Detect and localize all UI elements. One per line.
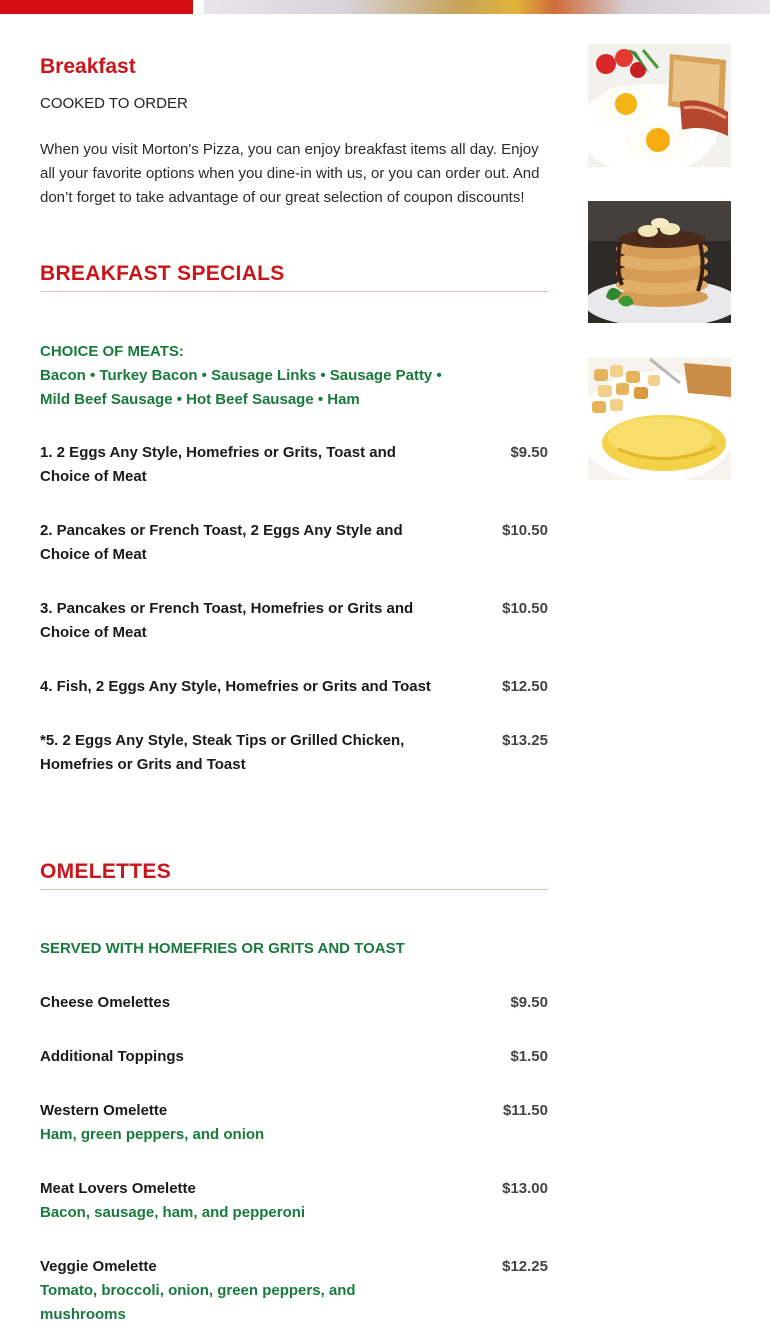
menu-item <box>40 597 548 645</box>
menu-item-description: Tomato, broccoli, onion, green peppers, and mushrooms <box>40 1282 356 1323</box>
eggs-bacon-toast-photo <box>588 44 731 167</box>
meats-note <box>40 340 460 412</box>
omelettes-heading <box>40 860 548 890</box>
top-banner-food-photo <box>204 0 770 14</box>
breakfast-specials-heading <box>40 262 548 292</box>
menu-item-name: Meat Lovers Omelette <box>40 1180 196 1197</box>
menu-item <box>40 1177 548 1225</box>
menu-item-price: $13.25 <box>502 732 548 749</box>
pancake-stack-photo <box>588 201 731 324</box>
menu-item <box>40 991 548 1015</box>
menu-item <box>40 729 548 777</box>
menu-item <box>40 1099 548 1147</box>
menu-item-price: $9.50 <box>510 994 548 1011</box>
menu-item-name: *5. 2 Eggs Any Style, Steak Tips or Grilled Chicken, Homefries or Grits and Toast <box>40 732 405 773</box>
top-banner-red-block <box>0 0 193 14</box>
meats-list: Bacon • Turkey Bacon • Sausage Links • Sausage Patty • Mild Beef Sausage • Hot Beef Sausage • Ham <box>40 367 442 408</box>
menu-item-price: $12.50 <box>502 678 548 695</box>
menu-item <box>40 675 548 699</box>
menu-item-price: $13.00 <box>502 1180 548 1197</box>
top-banner <box>0 0 770 14</box>
menu-item-name: Western Omelette <box>40 1102 168 1119</box>
menu-item-price: $10.50 <box>502 522 548 539</box>
omelettes-title: OMELETTES <box>40 860 172 883</box>
menu-item-name: 4. Fish, 2 Eggs Any Style, Homefries or Grits and Toast <box>40 678 431 695</box>
meats-label: CHOICE OF MEATS: <box>40 343 184 360</box>
menu-item-name: Additional Toppings <box>40 1048 184 1065</box>
menu-item-name: 1. 2 Eggs Any Style, Homefries or Grits, Toast and Choice of Meat <box>40 444 396 485</box>
menu-item-price: $11.50 <box>502 1102 548 1119</box>
menu-item-description: Bacon, sausage, ham, and pepperoni <box>40 1204 306 1221</box>
menu-item-name: 3. Pancakes or French Toast, Homefries or Grits and Choice of Meat <box>40 600 414 641</box>
page-subtitle: COOKED TO ORDER <box>40 95 188 112</box>
menu-item-price: $12.25 <box>502 1258 548 1275</box>
page-title: Breakfast <box>40 55 136 78</box>
menu-item-price: $1.50 <box>510 1048 548 1065</box>
omelettes-note: SERVED WITH HOMEFRIES OR GRITS AND TOAST <box>40 940 405 957</box>
omelette-homefries-photo <box>588 357 731 480</box>
menu-item-name: Cheese Omelettes <box>40 994 171 1011</box>
menu-item <box>40 519 548 567</box>
menu-item-name: 2. Pancakes or French Toast, 2 Eggs Any Style and Choice of Meat <box>40 522 403 563</box>
menu-item-description: Ham, green peppers, and onion <box>40 1126 265 1143</box>
menu-item <box>40 1255 548 1327</box>
intro-paragraph: When you visit Morton's Pizza, you can enjoy breakfast items all day. Enjoy all your favorite options when you dine-in with us, or you can order out. And don’t forget to take advantage of our great selection of coupon discounts! <box>40 141 540 206</box>
menu-item-price: $9.50 <box>510 444 548 461</box>
menu-item-price: $10.50 <box>502 600 548 617</box>
menu-item-name: Veggie Omelette <box>40 1258 157 1275</box>
menu-item <box>40 1045 548 1069</box>
breakfast-specials-title: BREAKFAST SPECIALS <box>40 262 285 285</box>
menu-item <box>40 441 548 489</box>
